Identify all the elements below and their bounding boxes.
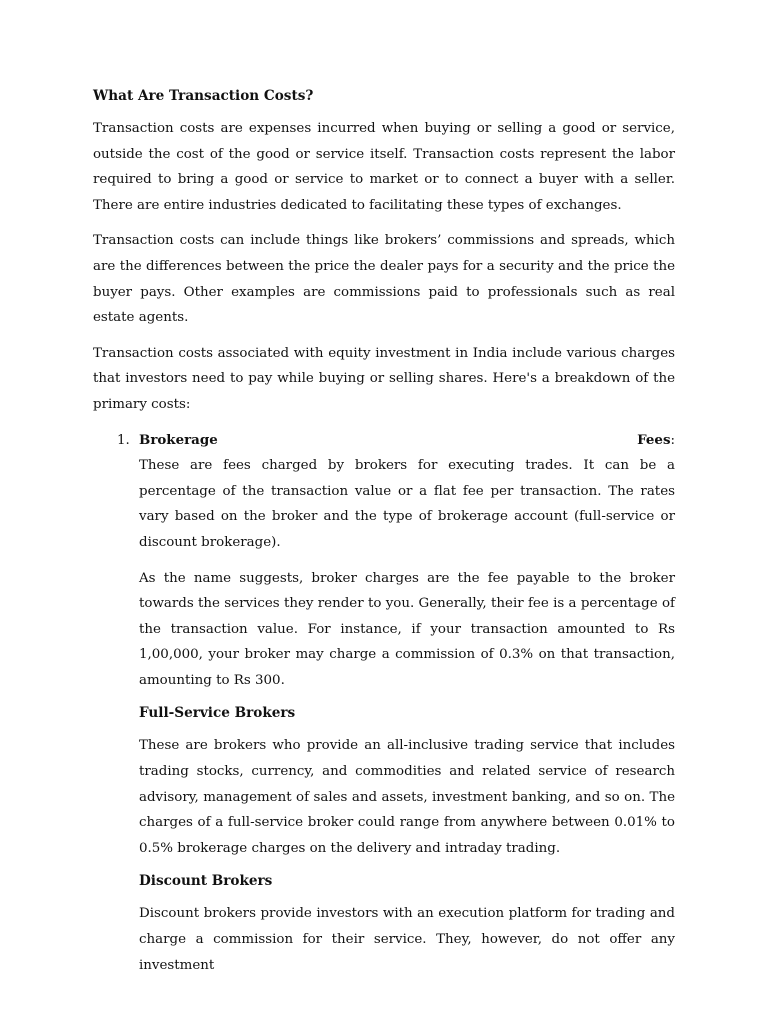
heading-fees-wrap (637, 428, 675, 454)
numbered-list (93, 428, 675, 979)
paragraph-india: Transaction costs associated with equity investment in India include various charges that investors need to pay while buying or selling shares. Here's a breakdown of the primary costs: (93, 345, 675, 412)
paragraph-brokerage-def: These are fees charged by brokers for executing trades. It can be a percentage of the transaction value or a flat fee per transaction. The rates vary based on the broker and the type of brokerage account (full-service or discount brokerage). (139, 458, 675, 550)
document-title: What Are Transaction Costs? (93, 88, 314, 104)
paragraph-examples: Transaction costs can include things like brokers’ commissions and spreads, which are the differences between the price the dealer pays for a security and the price the buyer pays. Other examples are commissions paid to professionals such as real estate agents. (93, 233, 675, 326)
list-item-body (139, 428, 675, 979)
subheading-full-service: Full-Service Brokers (139, 705, 296, 722)
paragraph-discount: Discount brokers provide investors with an execution platform for trading and charge a commission for their service. They, however, do not offer any investment (139, 906, 675, 973)
paragraph-intro: Transaction costs are expenses incurred when buying or selling a good or service, outside the cost of the good or service itself. Transaction costs represent the labor required to bring a good or service to market or to connect a buyer with a seller. There are entire industries dedicated to facilitating these types of exchanges. (93, 121, 675, 213)
list-number: 1. (117, 432, 130, 448)
heading-colon: : (670, 432, 675, 448)
paragraph-full-service: These are brokers who provide an all-inclusive trading service that includes trading stocks, currency, and commodities and related service of research advisory, management of sales and assets, investment banking, and so on. The charges of a full-service broker could range from anywhere between 0.01% to 0.5% brokerage charges on the delivery and intraday trading. (139, 738, 675, 856)
heading-brokerage: Brokerage (139, 431, 218, 448)
subheading-discount: Discount Brokers (139, 873, 273, 890)
list-item-heading (139, 428, 675, 454)
heading-fees: Fees (637, 431, 671, 448)
document-page (93, 86, 675, 988)
paragraph-brokerage-example: As the name suggests, broker charges are the fee payable to the broker towards the services they render to you. Generally, their fee is a percentage of the transaction value. For instance, if your transaction amounted to Rs 1,00,000, your broker may charge a commission of 0.3% on that transaction, amounting to Rs 300. (139, 570, 675, 688)
